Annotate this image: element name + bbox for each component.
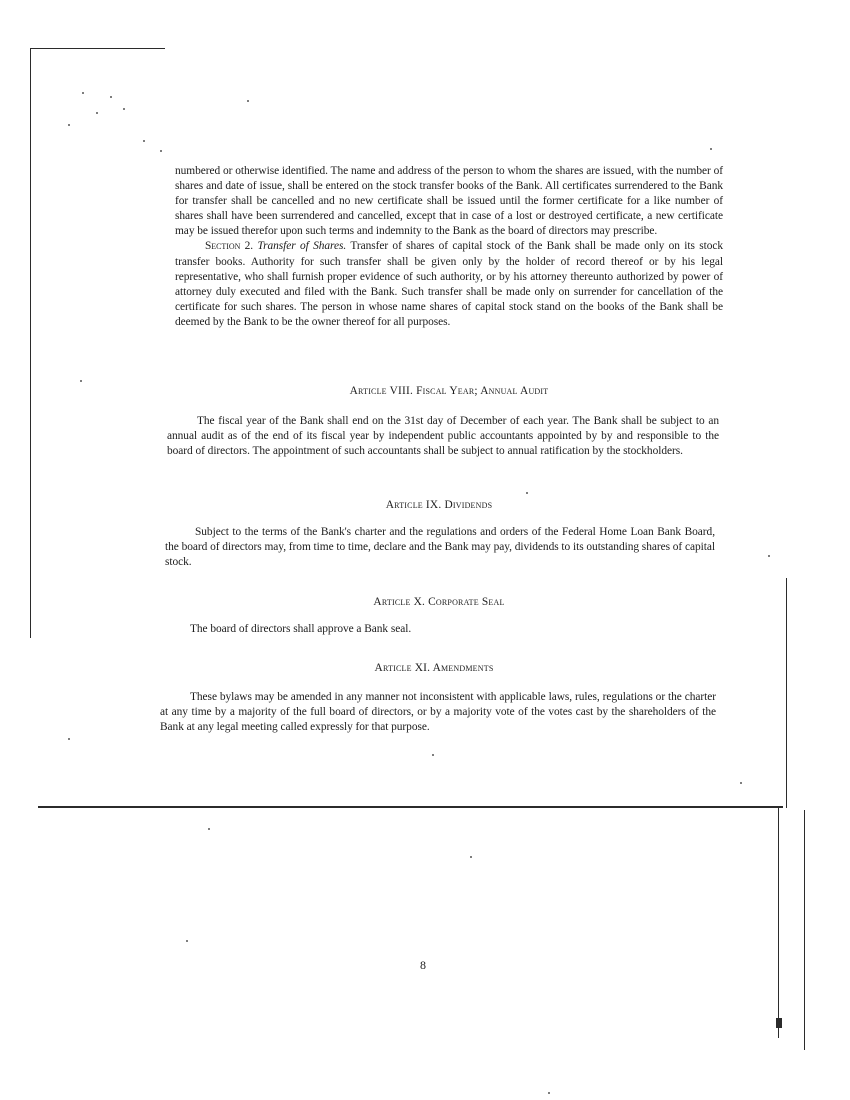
article-ix-body (165, 525, 715, 570)
article-x-text: The board of directors shall approve a Bank seal. (190, 623, 412, 635)
article-xi-heading: Article XI. Amendments (374, 662, 494, 674)
scan-left-rule (30, 48, 31, 638)
page-number: 8 (420, 958, 426, 972)
section-2-label: Section 2. (205, 240, 254, 253)
section-2-paragraph (175, 239, 723, 330)
scan-speck (710, 148, 712, 150)
scan-far-right-rule (804, 810, 805, 1050)
scan-speck (110, 96, 112, 98)
article-x-heading: Article X. Corporate Seal (373, 596, 505, 608)
scan-speck (123, 108, 125, 110)
article-ix-text: Subject to the terms of the Bank's charter and the regulations and orders of the Federal Home Loan Bank Board, the board of directors may, from time to time, declare and the Bank may pay, dividends to its outstanding shares of capital stock. (165, 526, 715, 569)
article-x-body (160, 622, 716, 637)
scan-speck (160, 150, 162, 152)
scan-bottom-rule (38, 806, 783, 808)
scan-speck (768, 555, 770, 557)
scan-speck (208, 828, 210, 830)
scan-speck (526, 492, 528, 494)
scan-speck (143, 140, 145, 142)
scan-speck (82, 92, 84, 94)
article-viii-heading: Article VIII. Fiscal Year; Annual Audit (349, 385, 549, 397)
article-ix-heading: Article IX. Dividends (385, 499, 493, 511)
scan-speck (68, 738, 70, 740)
scan-speck (186, 940, 188, 942)
article-viii-body (167, 414, 719, 459)
section-2-title: Transfer of Shares. (257, 240, 347, 253)
scan-speck (247, 100, 249, 102)
article-xi-text: These bylaws may be amended in any manner not inconsistent with applicable laws, rules, regulations or the charter at any time by a majority of the full board of directors, or by a majority vote of the votes cast by the shareholders of the Bank at any legal meeting called expressly for that purpose. (160, 691, 716, 734)
scan-top-rule (30, 48, 165, 49)
article-viii-text: The fiscal year of the Bank shall end on the 31st day of December of each year. The Bank shall be subject to an annual audit as of the end of its fiscal year by independent public accountants appointed by by and responsible to the board of directors. The appointment of such accountants shall be subject to annual ratification by the stockholders. (167, 415, 719, 458)
scan-speck (740, 782, 742, 784)
scan-right-rule (786, 578, 787, 808)
scan-speck (80, 380, 82, 382)
article-vii-continued (175, 164, 723, 330)
scan-speck (96, 112, 98, 114)
scan-speck (548, 1092, 550, 1094)
scan-right-rule-lower (778, 808, 779, 1038)
article-xi-body (160, 690, 716, 735)
scan-speck (470, 856, 472, 858)
section-2-text: Transfer of shares of capital stock of the Bank shall be made only on its stock transfer books. Authority for such transfer shall be given only by the holder of record thereof or by his legal representative, who shall furnish proper evidence of such authority, or by his attorney thereunto authorized by power of attorney duly executed and filed with the Bank. Such transfer shall be made only on surrender for cancellation of the certificate for such shares. The person in whose name shares of capital stock stand on the books of the Bank shall be deemed by the Bank to be the owner thereof for all purposes. (175, 240, 723, 328)
scan-edge-mark (776, 1018, 782, 1028)
scan-speck (68, 124, 70, 126)
continued-paragraph: numbered or otherwise identified. The name and address of the person to whom the shares are issued, with the number of shares and date of issue, shall be entered on the stock transfer books of the Bank. All certificates surrendered to the Bank for transfer shall be cancelled and no new certificate shall be issued until the former certificate for a like number of shares shall have been surrendered and cancelled, except that in case of a lost or destroyed certificate, a new certificate may be issued therefor upon such terms and indemnity to the Bank as the board of directors may prescribe. (175, 165, 723, 238)
scan-speck (432, 754, 434, 756)
